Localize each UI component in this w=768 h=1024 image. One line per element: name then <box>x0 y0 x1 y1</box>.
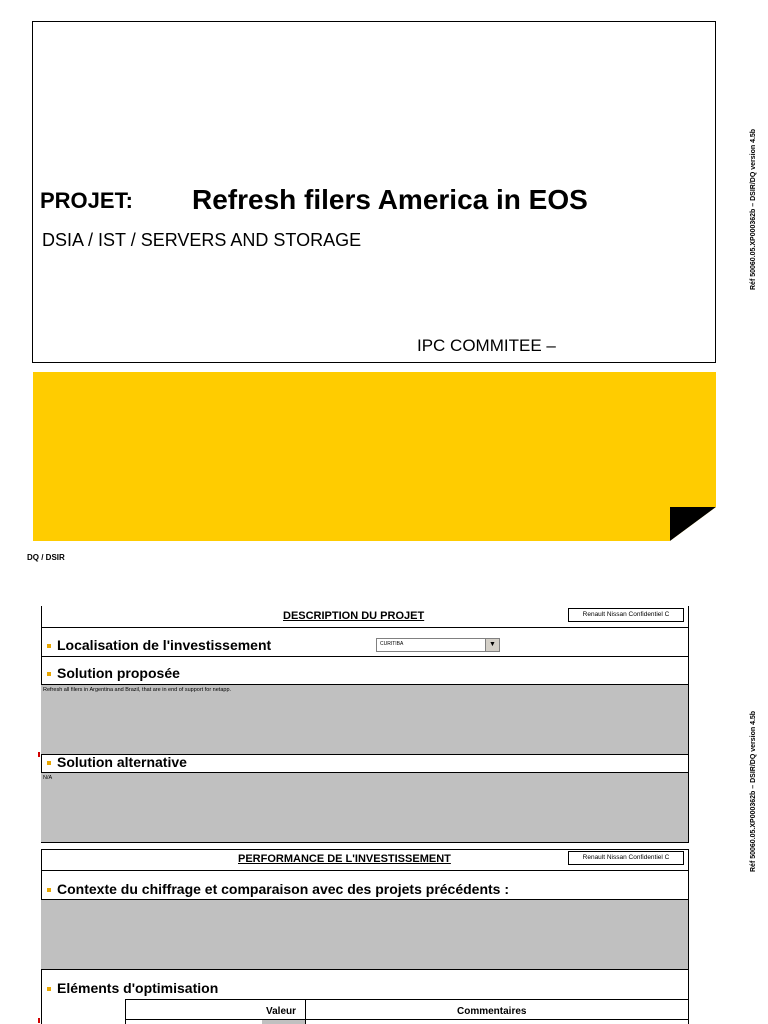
divider <box>41 969 688 970</box>
bullet-icon <box>47 644 51 648</box>
table-header-value: Valeur <box>266 1006 297 1017</box>
location-label: Localisation de l'investissement <box>47 637 271 653</box>
bullet-icon <box>47 761 51 765</box>
alternative-text-area[interactable] <box>41 772 688 842</box>
solution-text-area[interactable] <box>41 684 688 754</box>
footer-label: DQ / DSIR <box>27 553 65 562</box>
confidential-badge: Renault Nissan Confidentiel C <box>568 608 684 622</box>
confidential-badge: Renault Nissan Confidentiel C <box>568 851 684 865</box>
bullet-icon <box>47 888 51 892</box>
chevron-down-icon[interactable]: ▼ <box>485 639 499 651</box>
context-text-area[interactable] <box>41 899 688 969</box>
location-select[interactable] <box>376 638 500 652</box>
page-corner-fold <box>670 507 716 541</box>
divider <box>41 772 688 773</box>
comment-marker <box>38 1018 40 1023</box>
context-label: Contexte du chiffrage et comparaison avec des projets précédents : <box>47 881 509 897</box>
description-title: DESCRIPTION DU PROJET <box>283 610 425 622</box>
optimisation-label: Eléments d'optimisation <box>47 980 218 996</box>
solution-label: Solution proposée <box>47 665 180 681</box>
projet-label: PROJET: <box>40 188 133 213</box>
form-border-right <box>688 606 689 843</box>
divider <box>41 627 688 628</box>
divider <box>41 656 688 657</box>
table-cell[interactable] <box>262 1020 305 1024</box>
committee-line: IPC COMMITEE – <box>417 336 556 355</box>
divider <box>41 684 688 685</box>
side-reference: Réf 50060.05.XP000362b – DSIR/DQ version 4.5b <box>750 710 757 872</box>
alternative-text: N/A <box>43 775 53 781</box>
form-border-right <box>688 849 689 1024</box>
comment-marker <box>38 752 40 757</box>
divider <box>41 842 688 843</box>
brand-band <box>33 372 716 541</box>
solution-text: Refresh all filers in Argentina and Brazil, that are in end of support for netapp. <box>43 687 232 693</box>
divider <box>41 899 688 900</box>
project-title: Refresh filers America in EOS <box>192 184 588 215</box>
department-line: DSIA / IST / SERVERS AND STORAGE <box>42 230 362 250</box>
table-border <box>305 999 306 1024</box>
location-value: CURITIBA <box>380 641 404 647</box>
side-reference: Réf 50060.05.XP000362b – DSIR/DQ version 4.5b <box>750 128 757 290</box>
divider <box>41 870 688 871</box>
table-header-border <box>125 1019 688 1020</box>
performance-title: PERFORMANCE DE L'INVESTISSEMENT <box>238 853 451 865</box>
table-header-comments: Commentaires <box>457 1006 527 1017</box>
bullet-icon <box>47 987 51 991</box>
table-top-border <box>125 999 688 1000</box>
divider <box>41 849 688 850</box>
alternative-label: Solution alternative <box>47 754 187 770</box>
bullet-icon <box>47 672 51 676</box>
table-border <box>125 999 126 1024</box>
